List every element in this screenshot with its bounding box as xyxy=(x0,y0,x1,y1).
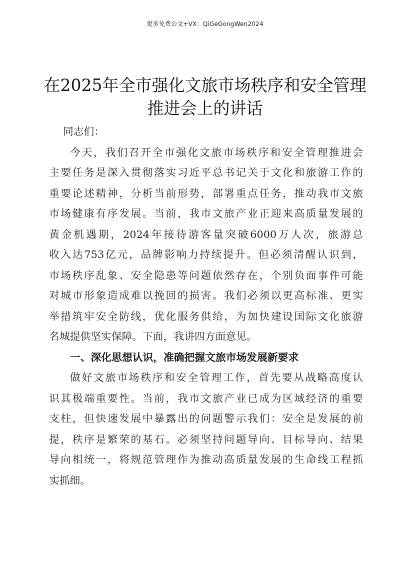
document-body xyxy=(49,122,363,491)
text-line: 收入达753亿元，品牌影响力持续提升。但必须清醒认识到， xyxy=(49,249,363,261)
paragraph-1 xyxy=(49,143,363,348)
header-note: 更多免费公文+VX：QiGeGongWen2024 xyxy=(146,21,264,28)
text-line: 导向相统一，将规范管理作为推动高质量发展的生命线工程抓 xyxy=(49,454,363,466)
text-line: 提，秩序是繁荣的基石。必须坚持问题导向、目标导向、结果 xyxy=(49,433,363,446)
text-line: 主要任务是深入贯彻落实习近平总书记关于文化和旅游工作的 xyxy=(49,167,363,179)
text-line: 对城市形象造成难以挽回的损害。我们必须以更高标准、更实 xyxy=(49,290,363,302)
text-line: 实抓细。 xyxy=(49,474,91,487)
text-line: 市场秩序乱象、安全隐患等问题依然存在，个别负面事件可能 xyxy=(49,269,363,282)
salutation: 同志们： xyxy=(63,126,105,138)
text-line: 今天，我们召开全市强化文旅市场秩序和安全管理推进会 xyxy=(70,146,363,159)
text-line: 举措筑牢安全防线，优化服务供给，为加快建设国际文化旅游 xyxy=(49,310,363,323)
section-heading-1: 一、深化思想认识，准确把握文旅市场发展新要求 xyxy=(70,351,299,364)
text-line: 识其极端重要性。当前，我市文旅产业已成为区域经济的重要 xyxy=(49,392,363,405)
title-line: 在2025年全市强化文旅市场秩序和安全管理 xyxy=(43,76,367,95)
text-line: 名城提供坚实保障。下面，我讲四方面意见。 xyxy=(49,331,257,343)
text-line: 支柱，但快速发展中暴露出的问题警示我们：安全是发展的前 xyxy=(49,413,363,425)
title-line: 推进会上的讲话 xyxy=(147,99,263,118)
paragraph-2 xyxy=(49,368,363,491)
text-line: 重要论述精神，分析当前形势，部署重点任务，推动我市文旅 xyxy=(49,187,363,200)
text-line: 黄金机遇期，2024年接待游客量突破6000万人次，旅游总 xyxy=(49,228,363,241)
text-line: 做好文旅市场秩序和安全管理工作，首先要从战略高度认 xyxy=(70,372,363,384)
document-title xyxy=(40,74,370,120)
text-line: 市场健康有序发展。当前，我市文旅产业正迎来高质量发展的 xyxy=(49,208,363,220)
